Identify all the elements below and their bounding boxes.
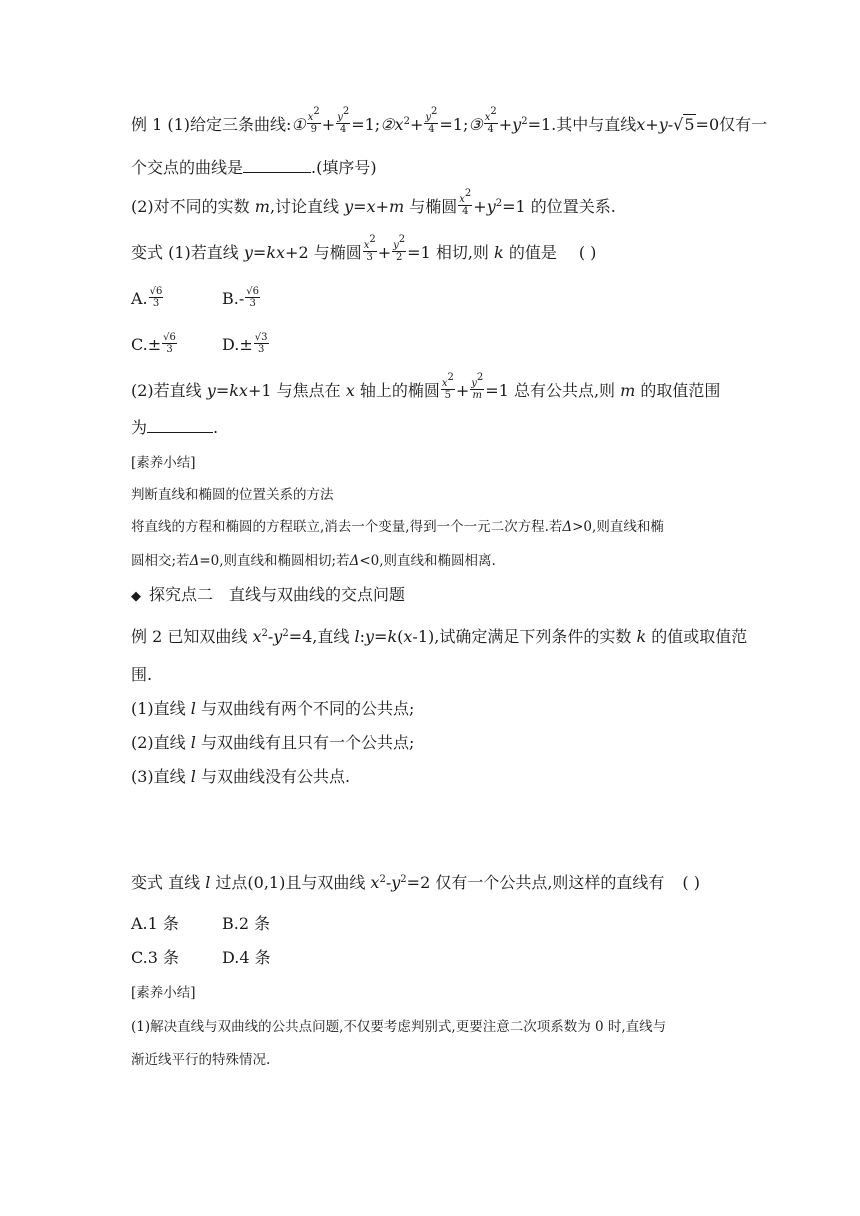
frac-y2-2: $\frac{y^2}{2}$ — [393, 234, 406, 263]
part-text: 与双曲线有且只有一个公共点; — [200, 733, 415, 752]
variant1-options-ab — [131, 286, 259, 311]
summary1-body1-a: 将直线的方程和椭圆的方程联立,消去一个变量,得到一个一元二次方程.若 — [131, 519, 563, 535]
summary1-body2 — [131, 551, 496, 571]
summary1-subtitle: 判断直线和椭圆的位置关系的方法 — [131, 487, 334, 503]
frac-x2-9: $\frac{x^2}{9}$ — [307, 106, 320, 135]
example1-part2: (2)对不同的实数 m,讨论直线 y=x+m 与椭圆 $\frac{x^2}{4}$ $+y^2=1$ 的位置关系. — [131, 188, 616, 217]
den: 3 — [257, 344, 265, 355]
den: 3 — [152, 298, 160, 309]
example2-d: 的值或取值范 — [646, 627, 748, 646]
summary1-body2-c: <0,则直线和椭圆相离. — [359, 553, 496, 569]
summary2-body1: (1)解决直线与双曲线的公共点问题,不仅要考虑判别式,更要注意二次项系数为 0 时,直线与 — [131, 1019, 667, 1035]
option-b[interactable]: B.2 条 — [222, 914, 271, 933]
option-d-wrap[interactable] — [222, 334, 270, 357]
variant1-q2-b: 与焦点在 — [271, 381, 346, 400]
part2-text-a: (2)对不同的实数 — [131, 197, 255, 216]
part-text: 与双曲线有两个不同的公共点; — [200, 699, 415, 718]
option-a[interactable]: A.1 条 — [131, 914, 179, 933]
variant1-q1-a: (1)若直线 — [163, 243, 244, 262]
example1-line2 — [131, 156, 377, 179]
variant2-a: 变式 直线 — [131, 873, 206, 892]
variant1-q2-a: (2)若直线 — [131, 381, 207, 400]
summary1-title: [素养小结] — [131, 455, 196, 471]
radicand: 6 — [169, 332, 176, 343]
summary1-body1-b: >0,则直线和椭 — [572, 519, 664, 535]
part-text: 与双曲线没有公共点. — [200, 767, 351, 786]
den: 3 — [166, 344, 173, 355]
variant1-q1-c: =1 相切,则 — [407, 243, 495, 262]
den: 4 — [428, 124, 435, 135]
part-prefix: (2)直线 — [131, 733, 191, 752]
variant1-q1: 变式 (1)若直线 y=kx+2 与椭圆 $\frac{x^2}{3}$ + $\frac{y^2}{2}$ =1 相切,则 k 的值是 ( ) — [131, 234, 597, 263]
part2-text-d: =1 的位置关系. — [502, 197, 616, 216]
variant2-options-ab — [131, 913, 271, 935]
summary1-body1 — [131, 517, 664, 537]
example1-only-one: 仅有一 — [719, 115, 768, 134]
radicand: 3 — [261, 332, 268, 343]
section2-heading — [131, 584, 405, 608]
curve1-marker: ① — [291, 115, 306, 134]
variant2-b: 过点(0,1)且与双曲线 — [210, 873, 371, 892]
part2-text-c: 与椭圆 — [404, 197, 458, 216]
delta: Δ — [189, 553, 200, 569]
summary2-body2: 渐近线平行的特殊情况. — [131, 1052, 271, 1068]
frac-sqrt6-3c: $\frac{√6}{3}$ — [163, 332, 176, 355]
den: 4 — [340, 124, 347, 135]
variant1-q2-c: 轴上的椭圆 — [354, 381, 440, 400]
option-a[interactable]: A. — [131, 289, 148, 308]
variant1-q2-e: 的取值范围 — [635, 381, 721, 400]
frac-x2-3: $\frac{x^2}{3}$ — [363, 234, 376, 263]
den: 5 — [444, 390, 452, 401]
diamond-icon: ◆ — [131, 589, 141, 604]
variant2-c: =2 仅有一个公共点,则这样的直线有 — [406, 873, 665, 892]
radicand: 6 — [156, 286, 163, 297]
example2-part3: (3)直线 l 与双曲线没有公共点. — [131, 767, 351, 786]
den: 3 — [249, 298, 256, 309]
curve3-marker: ③ — [468, 115, 483, 134]
variant1-q2-for: 为 — [131, 418, 148, 437]
variant2-options-cd — [131, 947, 271, 969]
option-c[interactable]: C.± — [131, 335, 162, 354]
variant2-question: 变式 直线 l 过点(0,1)且与双曲线 $x^2-y^2=2$ 仅有一个公共点,则这样的直线有 ( ) — [131, 873, 700, 892]
summary2-title: [素养小结] — [131, 985, 196, 1001]
radicand: 5 — [684, 115, 695, 134]
example2-a: 例 2 已知双曲线 — [131, 627, 253, 646]
sqrt-5: √5 — [673, 115, 695, 134]
option-c[interactable]: C.3 条 — [131, 948, 180, 967]
variant-label: 变式 — [131, 243, 164, 262]
summary1-body2-a: 圆相交;若 — [131, 553, 190, 569]
delta: Δ — [562, 519, 573, 535]
frac-sqrt6-3b: $\frac{√6}{3}$ — [246, 286, 259, 309]
frac-x2-4c: $\frac{x^2}{4}$ — [459, 188, 472, 217]
option-b[interactable]: B.- — [222, 289, 245, 308]
period: . — [213, 418, 219, 437]
den: 2 — [395, 252, 403, 263]
delta: Δ — [349, 553, 360, 569]
example2-c: ,试确定满足下列条件的实数 — [434, 627, 637, 646]
curve2-marker: ② — [380, 115, 395, 134]
part-prefix: (3)直线 — [131, 767, 191, 786]
option-d[interactable]: D.4 条 — [222, 948, 271, 967]
den: 4 — [487, 124, 494, 135]
frac-y2-4: $\frac{y^2}{4}$ — [337, 106, 350, 135]
variant1-q2-line2 — [131, 416, 218, 439]
variant1-q2: (2)若直线 y=kx+1 与焦点在 x 轴上的椭圆 $\frac{x^2}{5}$ + $\frac{y^2}{m}$ =1 总有公共点,则 m 的取值范围 — [131, 372, 721, 401]
answer-paren: ( ) — [682, 873, 700, 892]
section2-subtitle: 直线与双曲线的交点问题 — [229, 585, 406, 604]
example1-tail: .其中与直线 — [551, 115, 637, 134]
example2-part2: (2)直线 l 与双曲线有且只有一个公共点; — [131, 733, 415, 752]
summary1-body2-b: =0,则直线和椭圆相切;若 — [199, 553, 350, 569]
example2-b: ,直线 — [312, 627, 355, 646]
part-prefix: (1)直线 — [131, 699, 191, 718]
frac-x2-4: $\frac{x^2}{4}$ — [484, 106, 497, 135]
radicand: 6 — [252, 286, 259, 297]
variant1-q1-b: 与椭圆 — [308, 243, 362, 262]
example2-part1: (1)直线 l 与双曲线有两个不同的公共点; — [131, 699, 415, 718]
frac-y2-4b: $\frac{y^2}{4}$ — [425, 106, 438, 135]
variant1-options-cd — [131, 332, 268, 357]
option-d[interactable]: D.± — [222, 335, 253, 354]
frac-y2-m: $\frac{y^2}{m}$ — [471, 372, 484, 401]
example1-question: 个交点的曲线是 — [131, 158, 244, 177]
variant1-q2-d: =1 总有公共点,则 — [485, 381, 621, 400]
answer-paren: ( ) — [578, 243, 597, 262]
example1-line1: 例 1 (1)给定三条曲线:① $\frac{x^2}{9}$ + $\frac{y^2}{4}$ $=1;②x^2+$ $\frac{y^2}{4}$ =1;③ $\frac{x^2}{4}$ $+y^2=1$.其中与直线x+y-√5=0仅有一 — [131, 106, 768, 135]
part2-text-b: ,讨论直线 — [269, 197, 345, 216]
frac-sqrt3-3: $\frac{√3}{3}$ — [254, 332, 268, 355]
example1-hint: .(填序号) — [311, 158, 377, 177]
den: 4 — [462, 206, 469, 217]
den: 9 — [310, 124, 317, 135]
frac-sqrt6-3: $\frac{√6}{3}$ — [149, 286, 163, 309]
variant1-q1-d: 的值是 — [503, 243, 557, 262]
den: m — [472, 390, 483, 401]
example2-line2: 围. — [131, 665, 153, 684]
den: 3 — [366, 252, 373, 263]
answer-blank[interactable] — [147, 416, 213, 433]
example1-prefix: 例 1 (1)给定三条曲线: — [131, 115, 292, 134]
frac-x2-5: $\frac{x^2}{5}$ — [441, 372, 454, 401]
option-b-wrap[interactable] — [222, 288, 261, 311]
section2-title: 探究点二 — [149, 585, 214, 604]
answer-blank[interactable] — [243, 156, 311, 173]
example2-line1: 例 2 已知双曲线 $x^2-y^2=4$,直线 l:y=k(x-1),试确定满足下列条件的实数 k 的值或取值范 — [131, 627, 748, 646]
